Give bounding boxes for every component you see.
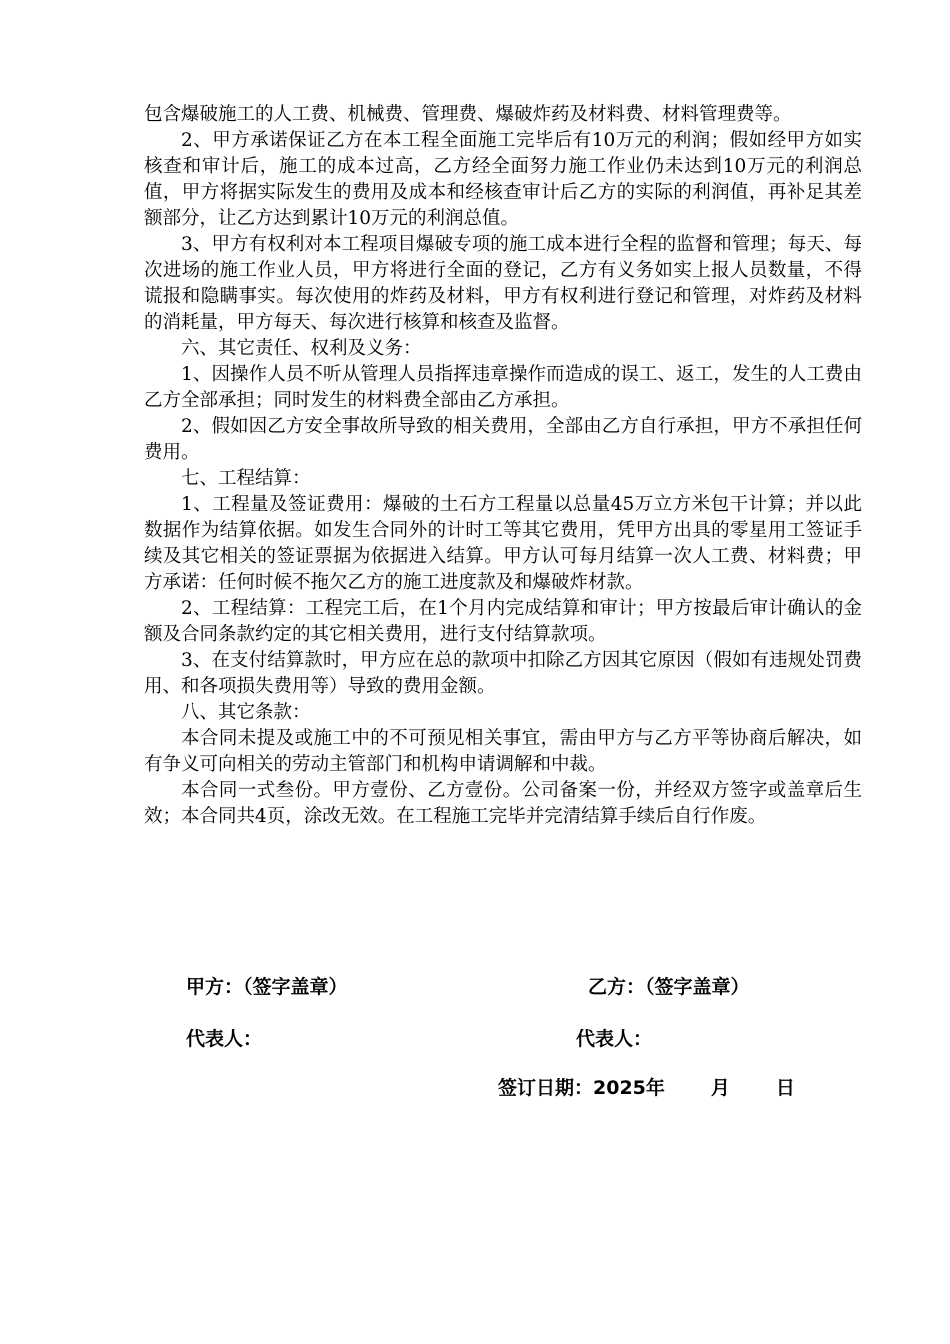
signing-date-day-label: 日 xyxy=(775,1077,795,1099)
contract-body xyxy=(144,102,862,830)
section-heading-settlement: 七、工程结算： xyxy=(181,468,311,489)
paragraph-deductions: 3、在支付结算款时，甲方应在总的款项中扣除乙方因其它原因（假如有违规处罚费用、和各项损失费用等）导致的费用金额。 xyxy=(144,650,862,697)
paragraph-unforeseen-matters: 本合同未提及或施工中的不可预见相关事宜，需由甲方与乙方平等协商后解决，如有争义可向相关的劳动主管部门和机构申请调解和中裁。 xyxy=(144,728,862,775)
signing-date xyxy=(498,1075,795,1101)
paragraph-quantity-visa: 1、工程量及签证费用：爆破的土石方工程量以总量45万立方米包干计算；并以此数据作为结算依据。如发生合同外的计时工等其它费用，凭甲方出具的零星用工签证手续及其它相关的签证票据为依据进入结算。甲方认可每月结算一次人工费、材料费；甲方承诺：任何时候不拖欠乙方的施工进度款及和爆破炸材款。 xyxy=(144,494,862,593)
section-heading-other-terms: 八、其它条款： xyxy=(181,702,311,723)
paragraph-safety-accident: 2、假如因乙方安全事故所导致的相关费用，全部由乙方自行承担，甲方不承担任何费用。 xyxy=(144,416,862,463)
paragraph-cost-supervision: 3、甲方有权利对本工程项目爆破专项的施工成本进行全程的监督和管理；每天、每次进场的施工作业人员，甲方将进行全面的登记，乙方有义务如实上报人员数量，不得谎报和隐瞒事实。每次使用的炸药及材料，甲方有权利进行登记和管理，对炸药及材料的消耗量，甲方每天、每次进行核算和核查及监督。 xyxy=(144,234,862,333)
paragraph-fee-scope: 包含爆破施工的人工费、机械费、管理费、爆破炸药及材料费、材料管理费等。 xyxy=(144,104,792,125)
party-a-representative-label: 代表人： xyxy=(186,1028,263,1050)
party-b-representative-label: 代表人： xyxy=(576,1028,653,1050)
paragraph-copies-validity: 本合同一式叁份。甲方壹份、乙方壹份。公司备案一份，并经双方签字或盖章后生效；本合同共4页，涂改无效。在工程施工完毕并完清结算手续后自行作废。 xyxy=(144,780,862,827)
paragraph-project-settlement: 2、工程结算：工程完工后，在1个月内完成结算和审计；甲方按最后审计确认的金额及合同条款约定的其它相关费用，进行支付结算款项。 xyxy=(144,598,862,645)
signing-date-year-label: 签订日期：2025年 xyxy=(498,1077,665,1099)
signing-date-month-label: 月 xyxy=(710,1077,730,1099)
paragraph-operator-fault: 1、因操作人员不听从管理人员指挥违章操作而造成的误工、返工，发生的人工费由乙方全部承担；同时发生的材料费全部由乙方承担。 xyxy=(144,364,862,411)
party-b-signature-label: 乙方：（签字盖章） xyxy=(588,976,750,998)
party-a-signature-label: 甲方：（签字盖章） xyxy=(186,976,348,998)
section-heading-responsibilities: 六、其它责任、权利及义务： xyxy=(181,338,422,359)
paragraph-profit-guarantee: 2、甲方承诺保证乙方在本工程全面施工完毕后有10万元的利润；假如经甲方如实核查和审计后，施工的成本过高，乙方经全面努力施工作业仍未达到10万元的利润总值，甲方将据实际发生的费用及成本和经核查审计后乙方的实际的利润值，再补足其差额部分，让乙方达到累计10万元的利润总值。 xyxy=(144,130,862,229)
